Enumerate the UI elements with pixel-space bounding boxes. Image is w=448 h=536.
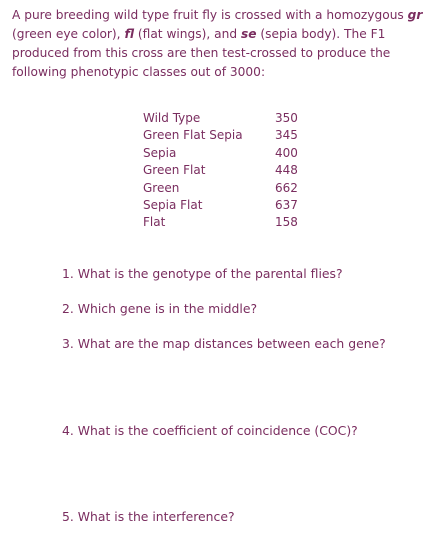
problem-intro bbox=[12, 6, 440, 82]
gene-se-description: (sepia body). The F1 produced from this cross are then test-crossed to produce the following phenotypic classes out of 3000: bbox=[12, 27, 391, 79]
gene-fl-symbol: fl bbox=[124, 27, 135, 41]
phenotype-table bbox=[143, 110, 315, 232]
gene-gr-symbol: gr bbox=[407, 8, 423, 22]
phenotype-count: 637 bbox=[275, 198, 298, 213]
table-row bbox=[143, 145, 315, 162]
phenotype-count: 448 bbox=[275, 163, 298, 178]
question-1: 1. What is the genotype of the parental flies? bbox=[62, 266, 343, 281]
intro-text-1: A pure breeding wild type fruit fly is crossed with a homozygous bbox=[12, 8, 408, 22]
phenotype-name: Green Flat Sepia bbox=[143, 128, 243, 143]
table-row bbox=[143, 180, 315, 197]
question-4: 4. What is the coefficient of coincidence (COC)? bbox=[62, 423, 358, 438]
gene-fl-description: (flat wings), and bbox=[134, 27, 241, 41]
table-row bbox=[143, 197, 315, 214]
question-5: 5. What is the interference? bbox=[62, 509, 235, 524]
phenotype-count: 662 bbox=[275, 180, 298, 195]
gene-gr-description: (green eye color), bbox=[12, 27, 125, 41]
table-row bbox=[143, 162, 315, 179]
table-row bbox=[143, 127, 315, 144]
table-row bbox=[143, 110, 315, 127]
question-3: 3. What are the map distances between each gene? bbox=[62, 336, 386, 351]
phenotype-name: Green Flat bbox=[143, 163, 206, 178]
phenotype-count: 158 bbox=[275, 215, 298, 230]
gene-se-symbol: se bbox=[240, 27, 257, 41]
question-2: 2. Which gene is in the middle? bbox=[62, 301, 258, 316]
phenotype-count: 400 bbox=[275, 145, 298, 160]
phenotype-count: 345 bbox=[275, 128, 298, 143]
phenotype-name: Sepia Flat bbox=[143, 198, 203, 213]
phenotype-name: Flat bbox=[143, 215, 166, 230]
phenotype-count: 350 bbox=[275, 111, 298, 125]
phenotype-name: Sepia bbox=[143, 145, 177, 160]
table-row bbox=[143, 214, 315, 231]
phenotype-name: Wild Type bbox=[143, 111, 201, 125]
phenotype-name: Green bbox=[143, 180, 180, 195]
